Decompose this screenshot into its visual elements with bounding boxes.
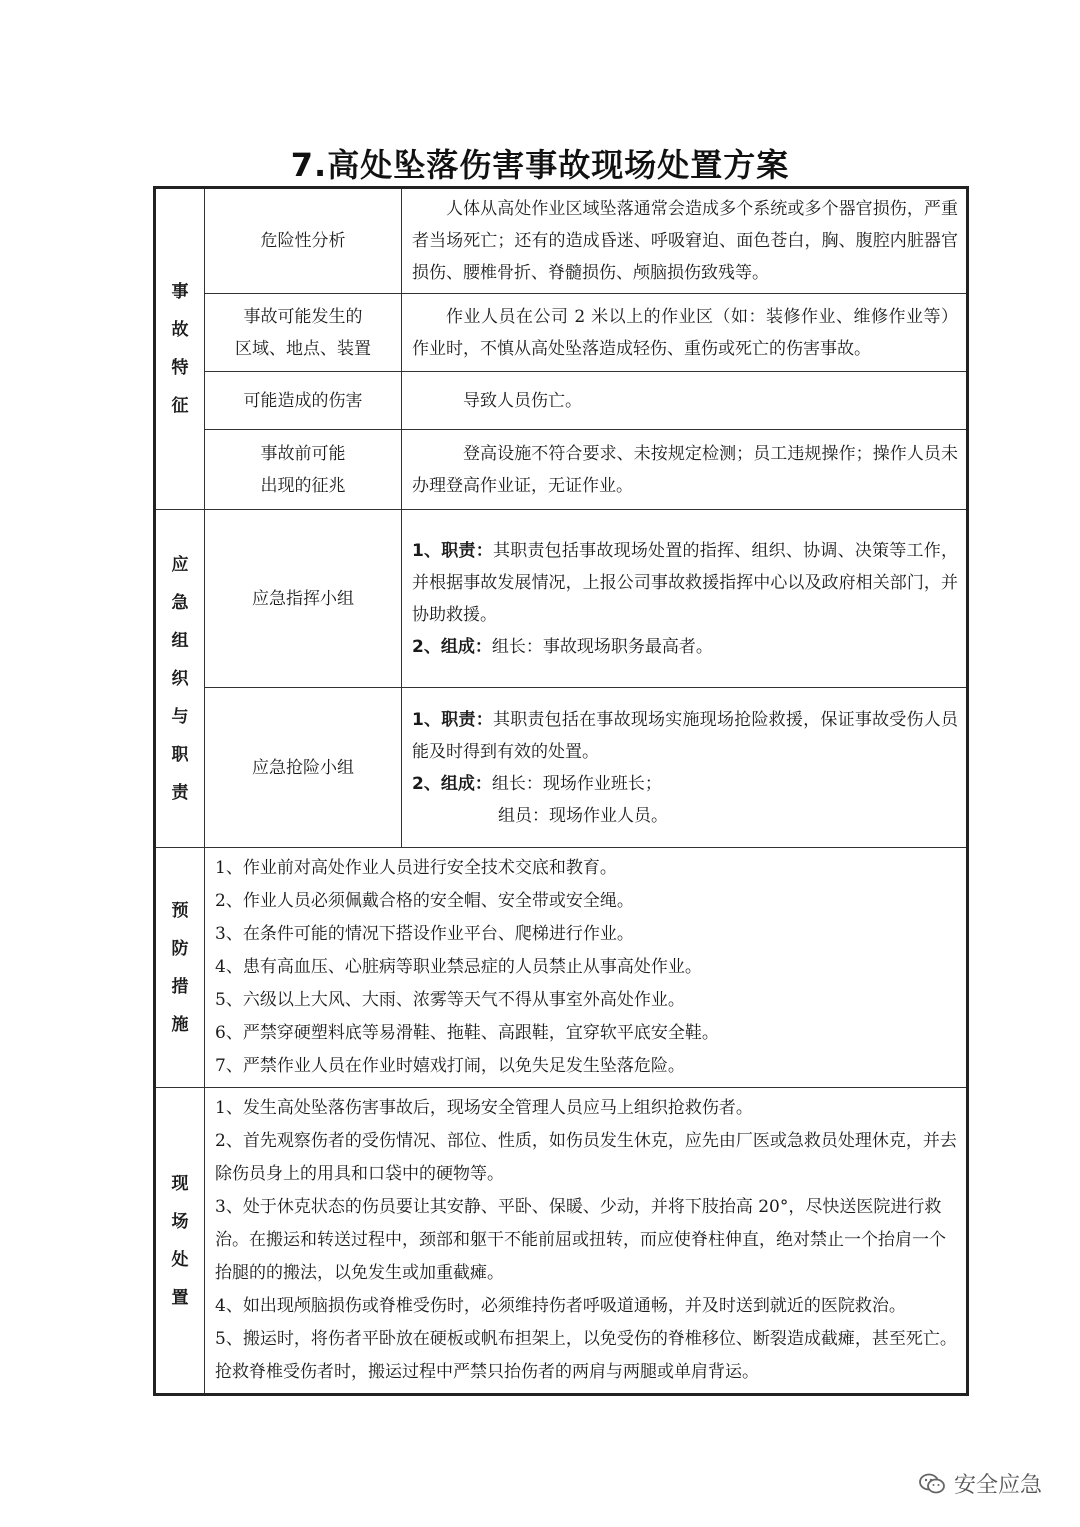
section-heading-prevention: 预 防 措 施 bbox=[155, 848, 205, 1088]
row-label: 危险性分析 bbox=[205, 188, 402, 294]
watermark-text: 安全应急 bbox=[953, 1473, 1042, 1498]
table-row bbox=[155, 848, 968, 1088]
section-heading-accident-features: 事 故 特 征 bbox=[155, 188, 205, 510]
group-label-rescue: 应急抢险小组 bbox=[205, 688, 402, 848]
duty-title: 1、职责： bbox=[412, 709, 493, 730]
table-row bbox=[155, 294, 968, 372]
wechat-icon bbox=[918, 1472, 946, 1496]
group-content-rescue bbox=[402, 688, 968, 848]
member-text: 组长：现场作业班长； bbox=[491, 773, 662, 794]
list-item: 2、作业人员必须佩戴合格的安全帽、安全带或安全绳。 bbox=[215, 891, 634, 911]
list-item: 1、作业前对高处作业人员进行安全技术交底和教育。 bbox=[215, 858, 617, 878]
list-item: 7、严禁作业人员在作业时嬉戏打闹，以免失足发生坠落危险。 bbox=[215, 1056, 685, 1076]
row-content: 登高设施不符合要求、未按规定检测；员工违规操作；操作人员未办理登高作业证，无证作业。 bbox=[402, 430, 968, 510]
row-content: 人体从高处作业区域坠落通常会造成多个系统或多个器官损伤，严重者当场死亡；还有的造成昏迷、呼吸窘迫、面色苍白，胸、腹腔内脏器官损伤、腰椎骨折、脊髓损伤、颅脑损伤致残等。 bbox=[402, 188, 968, 294]
duty-text: 其职责包括事故现场处置的指挥、组织、协调、决策等工作，并根据事故发展情况，上报公司事故救援指挥中心以及政府相关部门，并协助救援。 bbox=[412, 540, 958, 625]
row-content: 导致人员伤亡。 bbox=[402, 372, 968, 430]
onsite-list bbox=[205, 1088, 968, 1395]
list-item: 2、首先观察伤者的受伤情况、部位、性质，如伤员发生休克，应先由厂医或急救员处理休克，并去除伤员身上的用具和口袋中的硬物等。 bbox=[215, 1131, 957, 1184]
group-content-command bbox=[402, 510, 968, 688]
table-row bbox=[155, 430, 968, 510]
list-item: 4、患有高血压、心脏病等职业禁忌症的人员禁止从事高处作业。 bbox=[215, 957, 702, 977]
group-label-command: 应急指挥小组 bbox=[205, 510, 402, 688]
duty-title: 1、职责： bbox=[412, 540, 493, 561]
row-content: 作业人员在公司 2 米以上的作业区（如：装修作业、维修作业等）作业时，不慎从高处坠落造成轻伤、重伤或死亡的伤害事故。 bbox=[402, 294, 968, 372]
page-title: 7.高处坠落伤害事故现场处置方案 bbox=[290, 146, 790, 184]
table-row bbox=[155, 372, 968, 430]
member-text: 组长：事故现场职务最高者。 bbox=[491, 636, 713, 657]
prevention-list bbox=[205, 848, 968, 1088]
row-label: 可能造成的伤害 bbox=[205, 372, 402, 430]
section-heading-organization: 应 急 组 织 与 职 责 bbox=[155, 510, 205, 848]
member-title: 2、组成： bbox=[412, 773, 492, 794]
table-row bbox=[155, 688, 968, 848]
row-label: 事故可能发生的 区域、地点、装置 bbox=[205, 294, 402, 372]
list-item: 4、如出现颅脑损伤或脊椎受伤时，必须维持伤者呼吸道通畅，并及时送到就近的医院救治。 bbox=[215, 1296, 906, 1316]
section-heading-onsite: 现 场 处 置 bbox=[155, 1088, 205, 1395]
list-item: 3、处于休克状态的伤员要让其安静、平卧、保暖、少动，并将下肢抬高 20°，尽快送医院进行救治。在搬运和转送过程中，颈部和躯干不能前屈或扭转，而应使脊柱伸直，绝对禁止一个抬肩一个抬腿的的搬法，以免发生或加重截瘫。 bbox=[215, 1197, 946, 1283]
watermark bbox=[918, 1468, 1042, 1499]
emergency-plan-table bbox=[153, 186, 969, 1396]
table-row bbox=[155, 1088, 968, 1395]
list-item: 5、搬运时，将伤者平卧放在硬板或帆布担架上，以免受伤的脊椎移位、断裂造成截瘫，甚至死亡。抢救脊椎受伤者时，搬运过程中严禁只抬伤者的两肩与两腿或单肩背运。 bbox=[215, 1329, 957, 1382]
member-text: 组员：现场作业人员。 bbox=[498, 805, 668, 826]
member-title: 2、组成： bbox=[412, 636, 492, 657]
table-row bbox=[155, 510, 968, 688]
table-row bbox=[155, 188, 968, 294]
list-item: 3、在条件可能的情况下搭设作业平台、爬梯进行作业。 bbox=[215, 924, 634, 944]
duty-text: 其职责包括在事故现场实施现场抢险救援，保证事故受伤人员能及时得到有效的处置。 bbox=[412, 709, 958, 762]
list-item: 6、严禁穿硬塑料底等易滑鞋、拖鞋、高跟鞋，宜穿软平底安全鞋。 bbox=[215, 1023, 719, 1043]
row-label: 事故前可能 出现的征兆 bbox=[205, 430, 402, 510]
list-item: 1、发生高处坠落伤害事故后，现场安全管理人员应马上组织抢救伤者。 bbox=[215, 1098, 753, 1118]
list-item: 5、六级以上大风、大雨、浓雾等天气不得从事室外高处作业。 bbox=[215, 990, 685, 1010]
